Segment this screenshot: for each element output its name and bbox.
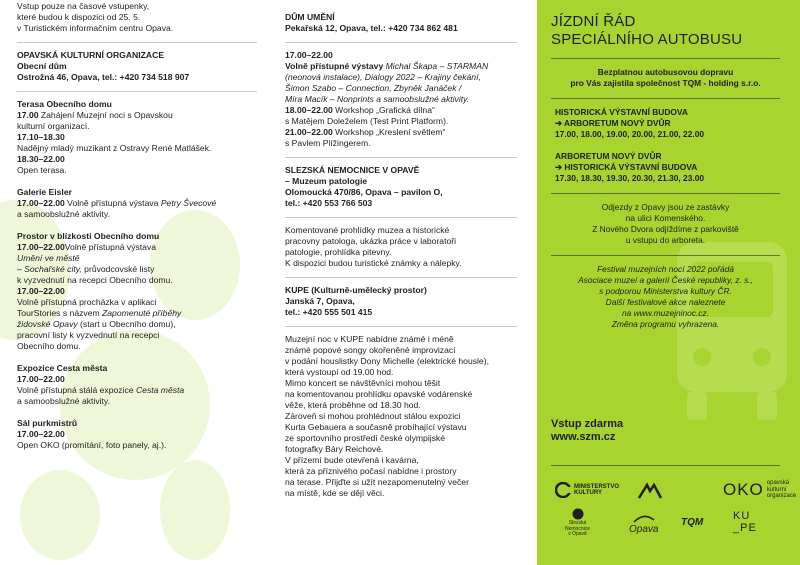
divider [285, 277, 517, 278]
route-times: 17.00, 18.00, 19.00, 20.00, 21.00, 22.00 [555, 129, 705, 139]
route-to: ➔ HISTORICKÁ VÝSTAVNÍ BUDOVA [555, 162, 698, 172]
amg-logo [637, 482, 663, 500]
kupe-description: Muzejní noc v KUPE nabídne známé i méně známé popové songy okořeněné improvizací v podání houslistky Dony Michelle (elektrické housle), která vystoupí od 19.00 hod. Mimo koncert se návštěvníci mohou těšit na komentovanou prohlídku opavské vodárenské věže, která proběhne od 18.30 hod. Zároveň si mohou prohlédnout stálou expozici Kurta Gebauera a současně probíhající výstavu ze sportovního prostředí české olympijské fotografky Báry Reichové. V přízemí bude otevřená i kavárna, která za příznivého počasí nabídne i prostory na terase. Přijďte si užít nezapomenutelný večer na místě, kde se dějí věci. [285, 334, 489, 498]
time: 17.00–22.00 [17, 374, 65, 384]
stops-info: Odjezdy z Opavy jsou ze zastávky na ulici Komenského. Z Nového Dvora odjíždíme z parkoviště u vstupu do arboreta. [592, 202, 739, 245]
expo-section [17, 363, 257, 407]
terasa-section [17, 99, 257, 176]
amg-icon [637, 482, 663, 500]
divider [285, 157, 517, 158]
artist-name: Petry Švecové [160, 198, 217, 208]
description: Volně přístupná stálá expozice [17, 385, 136, 395]
walk-name: Zapomenuté příběhy židovské Opavy [17, 308, 182, 329]
opava-text: Opava [629, 524, 659, 535]
ministry-logo [555, 482, 619, 498]
free-entry-note: Vstup zdarma www.szm.cz [551, 418, 624, 443]
time: 21.00–22.00 [285, 127, 333, 137]
middle-column [285, 12, 530, 499]
bus-schedule-panel [537, 0, 800, 565]
divider [551, 465, 780, 466]
description: průvodcovské listy k vyzvednutí na recepci Obecního domu. [17, 264, 173, 285]
schedule-intro: Bezplatnou autobusovou dopravu pro Vás zajistila společnost TQM - holding s.r.o. [570, 67, 761, 88]
route-from: ARBORETUM NOVÝ DVŮR [555, 151, 662, 161]
description: Nadějný mladý muzikant z Ostravy René Matlášek. [17, 143, 212, 153]
description: Volně přístupná procházka v aplikaci TourStories s názvem [17, 297, 157, 318]
tqm-logo [681, 518, 703, 528]
ministry-icon [555, 482, 571, 498]
schedule-title: JÍZDNÍ ŘÁD SPECIÁLNÍHO AUTOBUSU [551, 13, 743, 48]
divider [551, 193, 780, 194]
eisler-title: Galerie Eisler [17, 187, 72, 197]
description: a samoobslužné aktivity. [17, 396, 110, 406]
prostor-section [17, 231, 257, 352]
kupe-heading: KUPE (Kulturně-umělecký prostor) Janská 7, Opava, tel.: +420 555 501 415 [285, 285, 427, 317]
route-2 [551, 151, 780, 184]
eisler-section [17, 187, 257, 220]
kupe-logo [733, 510, 757, 534]
hospital-text: Slezská Nemocnice v Opavě [565, 520, 591, 538]
description: Volně přístupná výstava [64, 198, 161, 208]
left-column [17, 1, 257, 462]
time: 17.00–22.00 [17, 242, 65, 252]
opava-icon [632, 514, 656, 524]
divider [551, 255, 780, 256]
route-to: ➔ ARBORETUM NOVÝ DVŮR [555, 118, 671, 128]
nemocnice-heading: SLEZSKÁ NEMOCNICE V OPAVĚ – Muzeum patologie Olomoucká 470/86, Opava – pavilon O, tel.: +420 553 766 503 [285, 165, 443, 208]
description: (start u Obecního domu), pracovní listy k vyzvednutí na recepci Obecního domu. [17, 319, 176, 351]
description: Open terasa. [17, 165, 67, 175]
oko-logo [723, 480, 796, 500]
exhibitions-list: Michal Škapa – STARMAN (neonová instalace), Dialogy 2022 – Krajiny čekání, Šimon Szabo – Connection, Zbyněk Janáček / Míra Macík – Nonprints a samoobslužné aktivity. [285, 61, 489, 104]
description: Workshop „Kreslení světlem“ s Pavlem Plížingerem. [285, 127, 446, 148]
sal-section [17, 418, 257, 451]
kupe-text: KU _PE [733, 510, 757, 534]
org-heading: OPAVSKÁ KULTURNÍ ORGANIZACE Obecní dům Ostrožná 46, Opava, tel.: +420 734 518 907 [17, 50, 190, 82]
divider [285, 42, 517, 43]
route-times: 17.30, 18.30, 19.30, 20.30, 21.30, 23.00 [555, 173, 705, 183]
hospital-logo [565, 508, 590, 538]
time: 18.00–22.00 [285, 105, 333, 115]
terasa-title: Terasa Obecního domu [17, 99, 112, 109]
sponsor-logos [537, 470, 800, 565]
decorative-shape [160, 460, 230, 560]
expo-name: Cesta města [135, 385, 185, 395]
time: 17.10–18.30 [17, 132, 65, 142]
ministry-text: MINISTERSTVO KULTURY [574, 483, 620, 496]
divider [285, 326, 517, 327]
description: Open OKO (promítání, foto panely, aj.). [17, 440, 167, 450]
exhibition-name: Umění ve městě – Sochařské city, [17, 253, 82, 274]
description: Workshop „Grafická dílna“ s Matějem Doleželem (Test Print Platform). [285, 105, 449, 126]
time: 17.00 [17, 110, 39, 120]
prostor-title: Prostor v blízkosti Obecního domu [17, 231, 160, 241]
description: Volně přístupné výstavy [285, 61, 384, 71]
divider [551, 98, 780, 99]
time: 17.00–22.00 [17, 429, 65, 439]
expo-title: Expozice Cesta města [17, 363, 108, 373]
description: a samoobslužné aktivity. [17, 209, 110, 219]
opava-logo [629, 514, 658, 535]
intro-text: Vstup pouze na časové vstupenky, které budou k dispozici od 25. 5. v Turistickém informačním centru Opava. [17, 1, 174, 33]
route-from: HISTORICKÁ VÝSTAVNÍ BUDOVA [555, 107, 688, 117]
oko-text: opavská kulturní organizace [766, 480, 797, 499]
divider [551, 58, 780, 59]
description: Zahájení Muzejní noci s Opavskou kulturní organizací. [17, 110, 173, 131]
description: Volně přístupná výstava [64, 242, 157, 252]
sal-title: Sál purkmistrů [17, 418, 78, 428]
nemocnice-description: Komentované prohlídky muzea a historické pracovny patologa, ukázka práce v laboratoři patologie, prohlídka pitevny. K dispozici budou turistické známky a nálepky. [285, 225, 462, 268]
divider [285, 217, 517, 218]
time: 17.00–22.00 [285, 50, 333, 60]
route-1 [551, 107, 780, 140]
time: 18.30–22.00 [17, 154, 65, 164]
decorative-shape [20, 470, 100, 560]
time: 17.00–22.00 [17, 286, 65, 296]
oko-mark: OKO [723, 479, 764, 499]
divider [17, 91, 257, 92]
divider [17, 42, 257, 43]
tqm-text: TQM [681, 517, 704, 528]
festival-info: Festival muzejních nocí 2022 pořádá Asociace muzeí a galerií České republiky, z. s., s podporou Ministerstva kultury ČR. Další festivalové akce naleznete na www.muzejninoc.cz. Změna programu vyhrazena. [578, 264, 753, 329]
dum-umeni-heading: DŮM UMĚNÍ Pekařská 12, Opava, tel.: +420 734 862 481 [285, 12, 458, 33]
time: 17.00–22.00 [17, 198, 65, 208]
hospital-icon [572, 508, 584, 520]
